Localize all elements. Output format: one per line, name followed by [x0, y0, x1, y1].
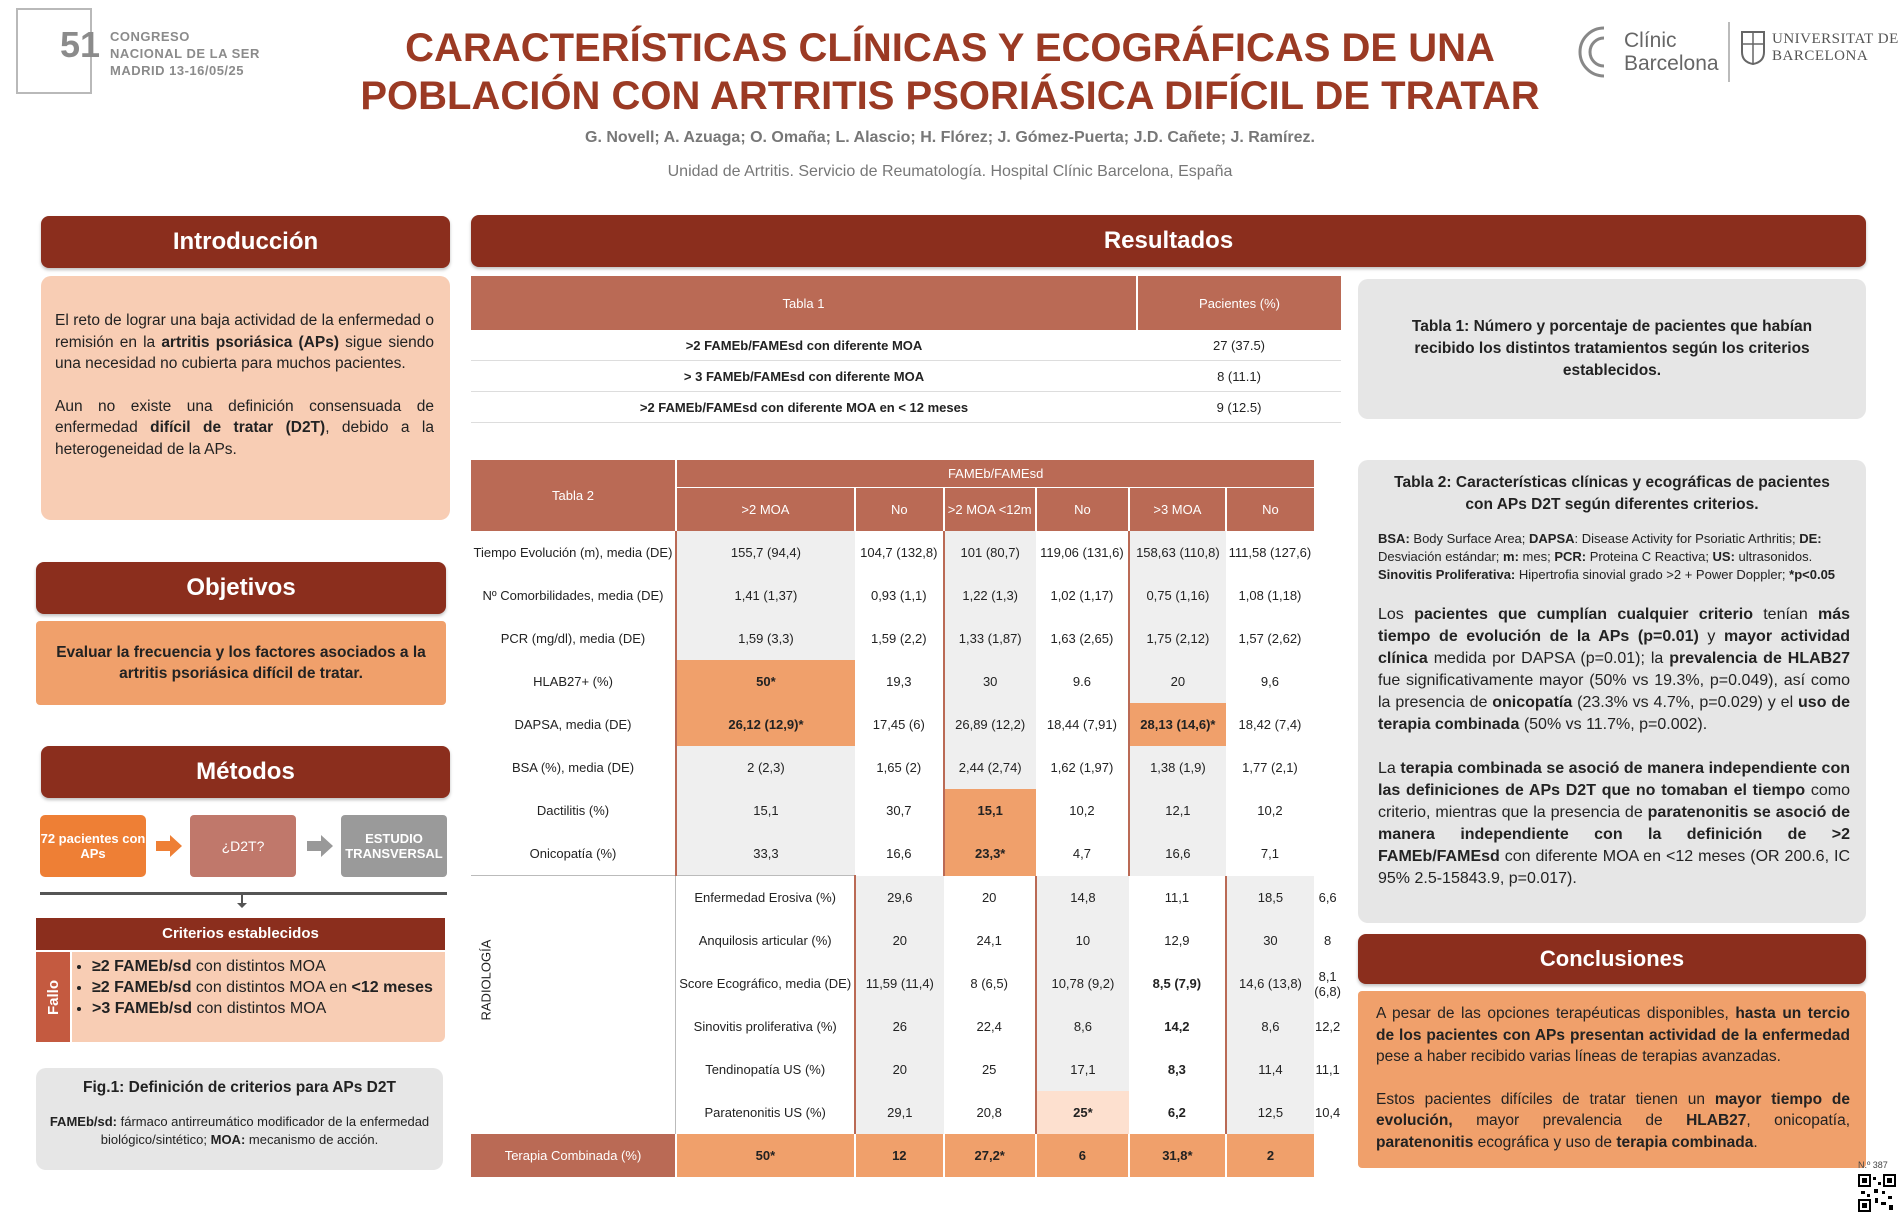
- intro-panel: [41, 276, 450, 520]
- table-row: > 3 FAMEb/FAMEsd con diferente MOA 8 (11.1): [471, 361, 1341, 392]
- fallo-label: Fallo: [36, 952, 70, 1042]
- t2-title: Tabla 2: [471, 460, 676, 531]
- t2-cell: 8,6: [1226, 1005, 1315, 1048]
- clinic-emblem-icon: [1574, 22, 1616, 82]
- t2-col: >2 MOA <12m: [944, 488, 1036, 532]
- t2-row-label: Nº Comorbilidades, media (DE): [482, 588, 664, 603]
- t2-cell: 28,13 (14,6)*: [1129, 703, 1225, 746]
- t2-cell: 14,8: [1036, 876, 1130, 920]
- t2-cell: 11,1: [1164, 889, 1190, 905]
- t2-cell: 9.6: [1072, 674, 1091, 689]
- t2-cell: 27,2*: [944, 1134, 1036, 1177]
- fig1-panel: [36, 1068, 443, 1170]
- t2-cell: 1,08 (1,18): [1238, 588, 1302, 603]
- t1-caption: Tabla 1: Número y porcentaje de pacientes que habían recibido los distintos tratamientos según los criterios establecidos.: [1411, 318, 1813, 379]
- results-text-panel: [1358, 460, 1866, 923]
- t2-cell: 2,44 (2,74): [944, 746, 1036, 789]
- t2-cell: 6,6: [1318, 889, 1337, 905]
- t2-cell: 10,78 (9,2): [1036, 962, 1130, 1005]
- t2-cell: 10,2: [1257, 803, 1283, 818]
- t2-cell: 26,12 (12,9)*: [676, 703, 855, 746]
- t2-cell: 101 (80,7): [944, 531, 1036, 574]
- t2-row-label: Paratenonitis US (%): [704, 1105, 826, 1120]
- t2-cell: 12,1: [1129, 789, 1225, 832]
- t2-cell: 4,7: [1072, 846, 1091, 862]
- arrow-right-icon: [305, 833, 335, 859]
- t2-cell: 20: [855, 1048, 944, 1091]
- table-row: [471, 789, 1341, 832]
- t2-cell: 16,6: [886, 846, 912, 862]
- t2-cell: 1,33 (1,87): [944, 617, 1036, 660]
- tabla-2: [471, 460, 1341, 1177]
- t2-cell: 26: [855, 1005, 944, 1048]
- t2-cell: 6: [1036, 1134, 1130, 1177]
- t2-cell: 8,1 (6,8): [1314, 968, 1341, 999]
- poster-title: CARACTERÍSTICAS CLÍNICAS Y ECOGRÁFICAS DE UNA POBLACIÓN CON ARTRITIS PSORIÁSICA DIFÍCIL DE TRATAR: [360, 26, 1540, 118]
- poster-number: N.º 387: [1858, 1160, 1888, 1170]
- t2-row-label: Sinovitis proliferativa (%): [693, 1019, 837, 1034]
- t1-header-1: Tabla 1: [471, 276, 1137, 330]
- pacientes-box: 72 pacientes con APs: [40, 815, 146, 877]
- t2-cell: 30: [944, 660, 1036, 703]
- abbreviations: BSA: Body Surface Area; DAPSA: Disease Activity for Psoriatic Arthritis; DE: Desviación estándar; m: mes; PCR: Proteina C Reactiva; US: ultrasonidos. Sinovitis Proliferativa: Hipertrofia sinovial grado >2 + Power Doppler; *p<0.05: [1378, 531, 1836, 582]
- objetivos-header: Objetivos: [36, 562, 446, 614]
- t2-cell: 18,44 (7,91): [1046, 717, 1117, 732]
- t2-row-label: Dactilitis (%): [536, 803, 610, 818]
- t2-row-label: Tiempo Evolución (m), media (DE): [473, 545, 673, 560]
- t2-cell: 10: [1036, 919, 1130, 962]
- t2-cell: 1,77 (2,1): [1242, 760, 1298, 775]
- logo-divider: [1728, 22, 1730, 82]
- t2-cell: 33,3: [676, 832, 855, 876]
- t2-cell: 18,42 (7,4): [1238, 717, 1302, 732]
- t2-cell: 11,4: [1226, 1048, 1315, 1091]
- t2-col: No: [1226, 488, 1315, 532]
- t2-cell: 17,1: [1036, 1048, 1130, 1091]
- t2-row-label: PCR (mg/dl), media (DE): [500, 631, 646, 646]
- t2-cell: 12: [855, 1134, 944, 1177]
- t2-cell: 22,4: [976, 1019, 1002, 1034]
- t2-cell: 1,57 (2,62): [1238, 631, 1302, 646]
- t2-cell: 25: [981, 1062, 997, 1077]
- t2-row-label: DAPSA, media (DE): [514, 717, 632, 732]
- radiologia-label: RADIOLOGÍA: [471, 876, 676, 1135]
- criterios-header: Criterios establecidos: [36, 918, 445, 950]
- t1-header-2: Pacientes (%): [1137, 276, 1341, 330]
- conclusiones-paragraph-1: A pesar de las opciones terapéuticas disponibles, hasta un tercio de los pacientes con APs presentan actividad de la enfermedad pese a haber recibido varias líneas de terapias avanzadas.: [1376, 1005, 1850, 1065]
- t2-col: No: [1036, 488, 1130, 532]
- t2-cell: 155,7 (94,4): [676, 531, 855, 574]
- t2-cell: 1,63 (2,65): [1050, 631, 1114, 646]
- t2-col: No: [855, 488, 944, 532]
- t2-cell: 50*: [676, 660, 855, 703]
- t2-cell: 8: [1324, 933, 1332, 948]
- t2-cell: 8 (6,5): [970, 976, 1008, 991]
- t2-cell: 25*: [1036, 1091, 1130, 1134]
- t1-caption-panel: [1358, 279, 1866, 419]
- t2-cell: 8,3: [1167, 1062, 1186, 1077]
- table-row: [471, 876, 1341, 920]
- t2-row-label: HLAB27+ (%): [533, 674, 613, 689]
- clinic-logo: Clínic Barcelona: [1574, 22, 1719, 82]
- arrow-down-icon: [236, 895, 248, 909]
- intro-paragraph-1: El reto de lograr una baja actividad de la enfermedad o remisión en la artritis psoriásica (APs) sigue siendo una necesidad no cubierta para muchos pacientes.: [55, 312, 435, 372]
- t2-cell: 119,06 (131,6): [1040, 545, 1124, 560]
- t2-row-label: Tendinopatía US (%): [705, 1062, 826, 1077]
- t2-cell: 31,8*: [1129, 1134, 1225, 1177]
- t2-cell: 29,1: [855, 1091, 944, 1134]
- resultados-header: Resultados: [471, 215, 1866, 267]
- t2-cell: 12,9: [1164, 933, 1190, 948]
- t2-cell: 11,59 (11,4): [855, 962, 944, 1005]
- t2-cell: 2: [1226, 1134, 1315, 1177]
- table-row: [471, 531, 1341, 574]
- conclusiones-header: Conclusiones: [1358, 934, 1866, 984]
- t2-cell: 16,6: [1129, 832, 1225, 876]
- t2-cell: 1,38 (1,9): [1129, 746, 1225, 789]
- t2-cell: 1,75 (2,12): [1129, 617, 1225, 660]
- t2-cell: 6,2: [1167, 1105, 1186, 1120]
- table-row: >2 FAMEb/FAMEsd con diferente MOA 27 (37.5): [471, 330, 1341, 361]
- t2-cell: 15,1: [676, 789, 855, 832]
- t2-cell: 10,2: [1069, 803, 1095, 818]
- criterio-1: • ≥2 FAMEb/sd con distintos MOA: [92, 958, 445, 976]
- t2-caption: Tabla 2: Características clínicas y ecográficas de pacientes con APs D2T según diferentes criterios.: [1394, 474, 1830, 513]
- estudio-box: ESTUDIO TRANSVERSAL: [341, 815, 447, 877]
- t2-cell: 12,2: [1314, 1019, 1341, 1034]
- t2-cell: 12,5: [1226, 1091, 1315, 1134]
- t2-cell: 9,6: [1260, 674, 1279, 689]
- ub-logo: UNIVERSITAT DE BARCELONA: [1740, 30, 1899, 66]
- t2-cell: 111,58 (127,6): [1228, 545, 1312, 560]
- t2-cell: 19,3: [886, 674, 912, 689]
- t2-cell: 8,6: [1036, 1005, 1130, 1048]
- t2-cell: 24,1: [976, 933, 1002, 948]
- t2-cell: 30,7: [886, 803, 912, 818]
- tabla-1: [471, 276, 1341, 423]
- t2-cell: 14,6 (13,8): [1226, 962, 1315, 1005]
- t2-cell: 18,5: [1226, 876, 1315, 920]
- t2-cell: 50*: [676, 1134, 855, 1177]
- t2-row-label: Terapia Combinada (%): [471, 1134, 676, 1177]
- t2-cell: 29,6: [855, 876, 944, 920]
- metodos-header: Métodos: [41, 746, 450, 798]
- t2-cell: 1,59 (3,3): [676, 617, 855, 660]
- table-row: [471, 660, 1341, 703]
- t2-cell: 20: [855, 919, 944, 962]
- table-row: [471, 703, 1341, 746]
- fig1-caption: FAMEb/sd: fármaco antirreumático modificador de la enfermedad biológico/sintético; MOA: mecanismo de acción.: [49, 1114, 430, 1147]
- t2-row-label: Score Ecográfico, media (DE): [679, 976, 852, 991]
- t2-cell: 23,3*: [944, 832, 1036, 876]
- affiliation: Unidad de Artritis. Servicio de Reumatología. Hospital Clínic Barcelona, España: [667, 163, 1233, 180]
- table-row: [471, 746, 1341, 789]
- t2-row-label: Enfermedad Erosiva (%): [676, 876, 855, 920]
- t2-row-label: Anquilosis articular (%): [698, 933, 832, 948]
- intro-header: Introducción: [41, 216, 450, 268]
- t2-cell: 20,8: [976, 1105, 1002, 1120]
- criterio-3: • >3 FAMEb/sd con distintos MOA: [92, 1000, 445, 1018]
- table-row: [471, 574, 1341, 617]
- table-row: [471, 617, 1341, 660]
- conclusiones-panel: [1358, 991, 1866, 1168]
- t2-cell: 0,93 (1,1): [870, 588, 927, 603]
- t2-cell: 1,62 (1,97): [1050, 760, 1114, 775]
- t2-cell: 0,75 (1,16): [1129, 574, 1225, 617]
- t2-cell: 1,65 (2): [876, 760, 922, 775]
- t2-cell: 104,7 (132,8): [860, 545, 938, 560]
- congress-name: CONGRESO NACIONAL DE LA SER MADRID 13-16/05/25: [110, 29, 260, 78]
- table-row: >2 FAMEb/FAMEsd con diferente MOA en < 12 meses 9 (12.5): [471, 392, 1341, 423]
- t2-cell: 7,1: [1260, 846, 1279, 862]
- t2-cell: 30: [1226, 919, 1315, 962]
- table-row: [471, 1134, 1341, 1177]
- t2-cell: 1,59 (2,2): [870, 631, 927, 646]
- t2-cell: 15,1: [944, 789, 1036, 832]
- arrow-right-icon: [154, 833, 184, 859]
- t2-cell: 158,63 (110,8): [1129, 531, 1225, 574]
- fig1-title: Fig.1: Definición de criterios para APs D2T: [83, 1079, 396, 1096]
- results-paragraph-2: La terapia combinada se asoció de manera independiente con las definiciones de APs D2T que no tomaban el tiempo como criterio, mientras que la presencia de paratenonitis se asoció de manera independiente con la definición de >2 FAMEb/FAMEsd con diferente MOA en <12 meses (OR 200.6, IC 95% 2.5-15843.9, p=0.017).: [1378, 760, 1851, 887]
- t2-cell: 17,45 (6): [872, 717, 925, 732]
- ub-shield-icon: [1740, 30, 1766, 66]
- t2-cell: 14,2: [1164, 1019, 1190, 1034]
- t2-cell: 20: [981, 889, 997, 905]
- t2-cell: 2 (2,3): [676, 746, 855, 789]
- t2-cell: 1,22 (1,3): [944, 574, 1036, 617]
- t2-row-label: Onicopatía (%): [529, 846, 617, 861]
- objetivos-text: Evaluar la frecuencia y los factores asociados a la artritis psoriásica difícil de tratar.: [56, 644, 426, 682]
- t2-cell: 10,4: [1314, 1105, 1341, 1120]
- t2-col: >2 MOA: [676, 488, 855, 532]
- t2-row-label: BSA (%), media (DE): [511, 760, 635, 775]
- criterio-2: • ≥2 FAMEb/sd con distintos MOA en <12 meses: [92, 979, 445, 997]
- t2-cell: 11,1: [1315, 1062, 1340, 1077]
- table-row: [471, 832, 1341, 876]
- t2-cell: 8,5 (7,9): [1152, 976, 1202, 991]
- objetivos-panel: [36, 621, 446, 705]
- t2-cell: 20: [1129, 660, 1225, 703]
- d2t-box: ¿D2T?: [190, 815, 296, 877]
- criterios-list: [72, 952, 445, 1042]
- intro-paragraph-2: Aun no existe una definición consensuada de enfermedad difícil de tratar (D2T), debido a la heterogeneidad de la APs.: [55, 397, 434, 458]
- congress-number: 51: [60, 24, 101, 65]
- t2-group: FAMEb/FAMEsd: [676, 460, 1314, 488]
- results-paragraph-1: Los pacientes que cumplían cualquier criterio tenían más tiempo de evolución de la APs (p=0.01) y mayor actividad clínica medida por DAPSA (p=0.01); la prevalencia de HLAB27 fue significativamente mayor (50% vs 19.3%, p=0.049), así como la presencia de onicopatía (23.3% vs 4.7%, p=0.029) y el uso de terapia combinada (50% vs 11.7%, p=0.002).: [1378, 606, 1851, 733]
- t2-cell: 26,89 (12,2): [944, 703, 1036, 746]
- qr-code-icon: [1858, 1174, 1896, 1212]
- authors: G. Novell; A. Azuaga; O. Omaña; L. Alascio; H. Flórez; J. Gómez-Puerta; J.D. Cañete; J. Ramírez.: [585, 129, 1315, 146]
- conclusiones-paragraph-2: Estos pacientes difíciles de tratar tienen un mayor tiempo de evolución, mayor prevalencia de HLAB27, onicopatía, paratenonitis ecográfica y uso de terapia combinada.: [1376, 1090, 1850, 1151]
- t2-cell: 1,02 (1,17): [1050, 588, 1114, 603]
- t2-col: >3 MOA: [1129, 488, 1225, 532]
- t2-cell: 1,41 (1,37): [676, 574, 855, 617]
